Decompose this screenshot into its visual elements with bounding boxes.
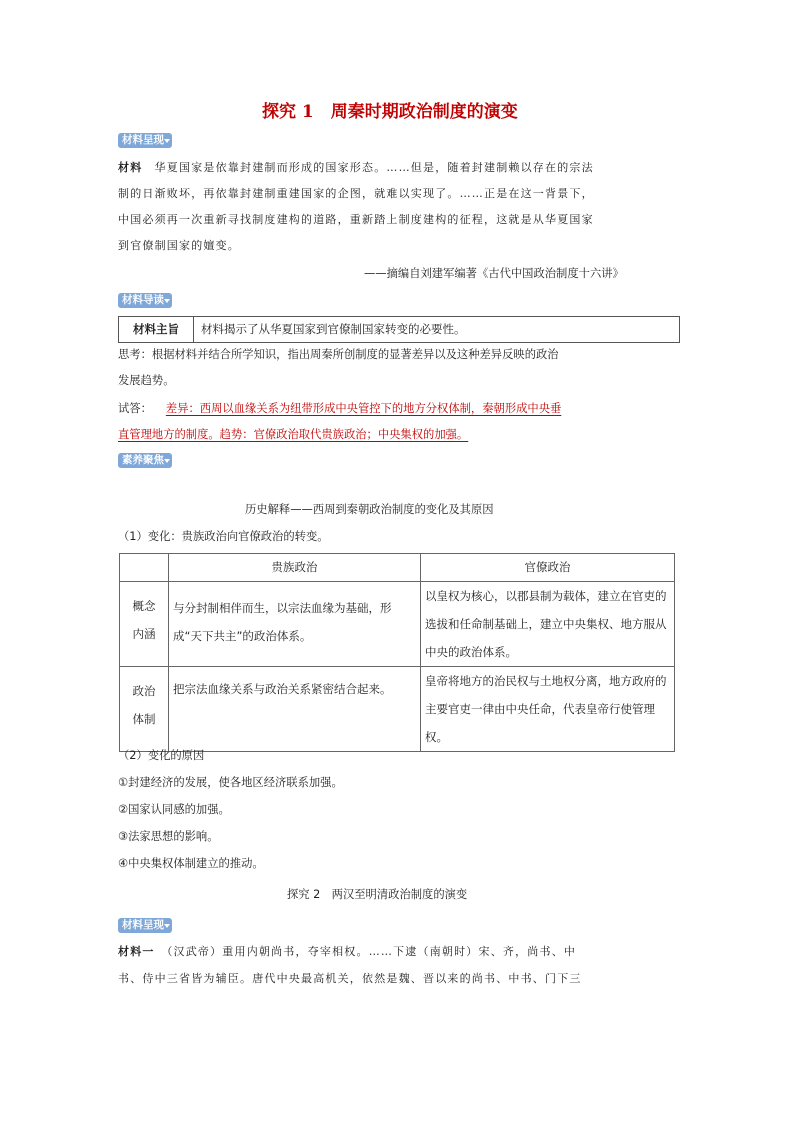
row-system-bureaucratic: 皇帝将地方的治民权与土地权分离，地方政府的主要官吏一律由中央任命，代表皇帝行使管理权。: [421, 667, 675, 752]
answer-line-1: [118, 396, 561, 422]
tag-material-show-2: 材料呈现: [118, 918, 172, 933]
comparison-table: [119, 553, 675, 752]
reason-item: ③法家思想的影响。: [118, 830, 219, 843]
row-concept-aristocratic: 与分封制相伴而生，以宗法血缘为基础，形成“天下共主”的政治体系。: [169, 582, 421, 667]
material-paragraph-line-3: 中国必须再一次重新寻找制度建构的道路，重新踏上制度建构的征程，这就是从华夏国家: [118, 213, 594, 226]
tag-material-guide: 材料导读: [118, 293, 172, 308]
row-system-aristocratic: 把宗法血缘关系与政治关系紧密结合起来。: [169, 667, 421, 752]
table-header-bureaucratic: 官僚政治: [421, 554, 675, 582]
material-source: ——摘编自刘建军编著《古代中国政治制度十六讲》: [364, 267, 624, 280]
tag-material-show: 材料呈现: [118, 133, 172, 148]
guide-text: 材料揭示了从华夏国家到官僚制国家转变的必要性。: [201, 322, 466, 336]
question-line-2: 发展趋势。: [118, 374, 175, 387]
row-label-concept: 概念 内涵: [120, 582, 169, 667]
reason-item: ②国家认同感的加强。: [118, 803, 230, 816]
material2-label: 材料一: [118, 945, 155, 958]
question-line-1: 思考：根据材料并结合所学知识，指出周秦所创制度的显著差异以及这种差异反映的政治: [118, 348, 559, 361]
section-title: 探究 1 周秦时期政治制度的演变: [262, 102, 518, 122]
row-concept-bureaucratic: 以皇权为核心，以郡县制为载体，建立在官吏的选拔和任命制基础上，建立中央集权、地方服从中央的政治体系。: [421, 582, 675, 667]
material-paragraph-line-4: 到官僚制国家的嬗变。: [118, 239, 240, 252]
guide-label: 材料主旨: [119, 317, 194, 342]
section-title-2: 探究 2 两汉至明清政治制度的演变: [287, 888, 468, 901]
change-title: （1）变化：贵族政治向官僚政治的转变。: [118, 530, 329, 543]
table-row: [120, 667, 675, 752]
material2-line-1: 材料一 （汉武帝）重用内朝尚书，夺宰相权。……下逮（南朝时）宋、齐，尚书、中: [118, 945, 577, 958]
material2-line-2: 书、侍中三省皆为辅臣。唐代中央最高机关，依然是魏、晋以来的尚书、中书、门下三: [118, 972, 582, 985]
material-paragraph-line-2: 制的日渐败坏，再依靠封建制重建国家的企图，就难以实现了。……正是在这一背景下，: [118, 187, 594, 200]
history-heading: 历史解释——西周到秦朝政治制度的变化及其原因: [245, 503, 494, 516]
answer-text-1: 差异：西周以血缘关系为纽带形成中央管控下的地方分权体制，秦朝形成中央垂: [165, 402, 562, 415]
answer-text-2: 直管理地方的制度。趋势：官僚政治取代贵族政治；中央集权的加强。: [118, 428, 469, 441]
table-header-aristocratic: 贵族政治: [169, 554, 421, 582]
row-label-system: 政治 体制: [120, 667, 169, 752]
material-paragraph-line-1: 材料 华夏国家是依靠封建制而形成的国家形态。……但是，随着封建制赖以存在的宗法: [118, 161, 594, 174]
material-label: 材料: [118, 161, 143, 174]
tag-literacy-focus: 素养聚焦: [118, 453, 172, 468]
answer-label: 试答：: [118, 402, 152, 415]
reason-item: ④中央集权体制建立的推动。: [118, 857, 264, 870]
answer-line-2: [118, 422, 490, 448]
table-row: [120, 582, 675, 667]
reasons-title: （2）变化的原因: [118, 749, 205, 762]
guide-box: [118, 316, 680, 343]
reason-item: ①封建经济的发展，使各地区经济联系加强。: [118, 776, 343, 789]
